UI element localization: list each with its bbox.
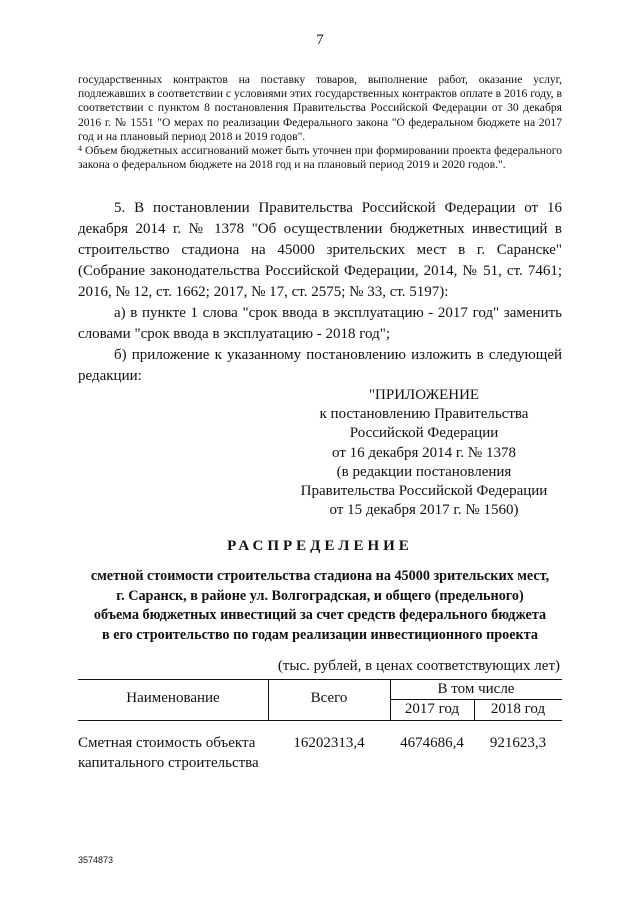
row-total: 16202313,4	[293, 735, 365, 751]
item-5b-paragraph: б) приложение к указанному постановлению изложить в следующей редакции:	[78, 347, 562, 384]
table-header-bottom-border	[78, 720, 562, 721]
footnote-mark: 4	[78, 144, 82, 154]
header-2017: 2017 год	[404, 701, 460, 717]
subtitle-line: в его строительство по годам реализации инвестиционного проекта	[102, 626, 538, 643]
table-subheader-border	[390, 699, 562, 700]
appendix-line: "ПРИЛОЖЕНИЕ	[368, 387, 480, 403]
footnote-block	[78, 73, 562, 172]
row-name-line2: капитального строительства	[78, 755, 259, 771]
subtitle-line: сметной стоимости строительства стадиона на 45000 зрительских мест,	[90, 568, 550, 584]
appendix-line: (в редакции постановления	[336, 463, 512, 480]
document-code: 3574873	[78, 855, 114, 865]
footnote-continuation: государственных контрактов на поставку товаров, выполнение работ, оказание услуг, подлежавших в соответствии с условиями этих государственных контрактов оплате в 2016 году, в соответствии с пунктом 8 постановления Правительства Российской Федерации от 30 декабря 2016 г. № 1551 "О мерах по реализации Федерального закона "О федеральном бюджете на 2017 год и на плановый период 2018 и 2019 годов".	[78, 73, 562, 143]
distribution-subtitle	[60, 567, 580, 645]
page-number: 7	[316, 32, 324, 48]
appendix-header	[300, 386, 548, 520]
item-5-paragraph: 5. В постановлении Правительства Российской Федерации от 16 декабря 2014 г. № 1378 "Об осуществлении бюджетных инвестиций в строительство стадиона на 45000 зрительских мест в г. Саранске" (Собрание законодательства Российской Федерации, 2014, № 51, ст. 7461; 2016, № 12, ст. 1662; 2017, № 17, ст. 2575; № 33, ст. 5197):	[78, 200, 562, 300]
table-top-border	[78, 679, 562, 680]
appendix-line: от 16 декабря 2014 г. № 1378	[332, 444, 516, 461]
appendix-line: от 15 декабря 2017 г. № 1560)	[329, 502, 519, 519]
amendment-text	[78, 198, 562, 387]
row-2017: 4674686,4	[400, 735, 464, 751]
header-2018: 2018 год	[490, 701, 546, 717]
appendix-line: Правительства Российской Федерации	[300, 483, 548, 500]
appendix-line: к постановлению Правительства	[319, 406, 529, 423]
subtitle-line: объема бюджетных инвестиций за счет средств федерального бюджета	[93, 607, 547, 624]
row-2018: 921623,3	[489, 735, 547, 751]
footnote-4-text: Объем бюджетных ассигнований может быть уточнен при формировании проекта федерального закона о федеральном бюджете на 2018 год и на плановый период 2019 и 2020 годов.".	[78, 144, 562, 172]
header-including: В том числе	[437, 681, 515, 697]
footnote-4	[78, 144, 562, 172]
distribution-title: РАСПРЕДЕЛЕНИЕ	[227, 538, 413, 554]
row-name-line1: Сметная стоимость объекта	[78, 735, 256, 751]
header-total: Всего	[310, 690, 348, 706]
units-note: (тыс. рублей, в ценах соответствующих лет)	[277, 658, 560, 674]
appendix-line: Российской Федерации	[349, 425, 499, 442]
header-name: Наименование	[126, 690, 220, 706]
item-5a-paragraph: а) в пункте 1 слова "срок ввода в эксплуатацию - 2017 год" заменить словами "срок ввода в эксплуатацию - 2018 год";	[78, 305, 562, 342]
subtitle-line: г. Саранск, в районе ул. Волгоградская, и общего (предельного)	[116, 587, 524, 604]
